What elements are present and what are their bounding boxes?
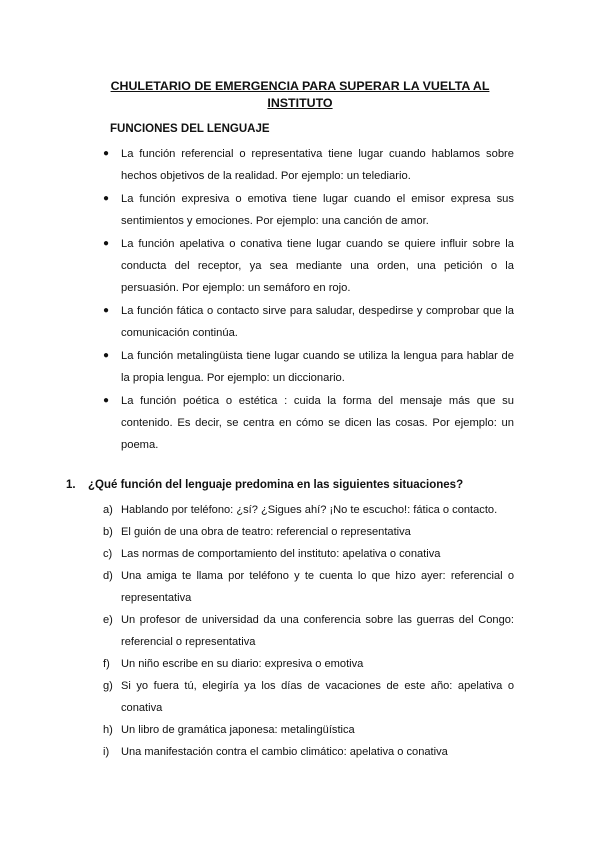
document-title: CHULETARIO DE EMERGENCIA PARA SUPERAR LA VUELTA AL INSTITUTO xyxy=(110,79,490,110)
functions-list xyxy=(0,143,600,457)
answer-letter: b) xyxy=(103,526,113,538)
bullet-icon: ● xyxy=(103,305,110,316)
list-item xyxy=(0,143,600,187)
answer-item xyxy=(0,499,600,521)
answer-item xyxy=(0,741,600,763)
list-item-text: La función fática o contacto sirve para saludar, despedirse y comprobar que la comunicación continúa. xyxy=(121,305,514,339)
bullet-icon: ● xyxy=(103,395,110,406)
answer-text: Las normas de comportamiento del instituto: apelativa o conativa xyxy=(121,548,441,560)
list-item-text: La función apelativa o conativa tiene lugar cuando se quiere influir sobre la conducta del receptor, ya sea mediante una orden, una petición o la persuasión. Por ejemplo: un semáforo en rojo. xyxy=(121,238,514,294)
list-item xyxy=(0,233,600,299)
answer-item xyxy=(0,521,600,543)
answer-item xyxy=(0,543,600,565)
answer-text: Una amiga te llama por teléfono y te cuenta lo que hizo ayer: referencial o representativa xyxy=(121,570,514,604)
answer-text: Hablando por teléfono: ¿sí? ¿Sigues ahí? ¡No te escucho!: fática o contacto. xyxy=(121,504,498,516)
answer-text: Un profesor de universidad da una conferencia sobre las guerras del Congo: referencial o representativa xyxy=(121,614,514,648)
answer-text: Si yo fuera tú, elegiría ya los días de vacaciones de este año: apelativa o conativa xyxy=(121,680,514,714)
bullet-icon: ● xyxy=(103,350,110,361)
answer-item xyxy=(0,565,600,609)
list-item xyxy=(0,345,600,389)
list-item-text: La función referencial o representativa tiene lugar cuando hablamos sobre hechos objetivos de la realidad. Por ejemplo: un telediario. xyxy=(121,148,514,182)
answers-list xyxy=(0,499,600,763)
question-number: 1. xyxy=(66,479,76,491)
answer-item xyxy=(0,675,600,719)
answer-item xyxy=(0,609,600,653)
answer-letter: g) xyxy=(103,680,113,692)
answer-letter: h) xyxy=(103,724,113,736)
answer-letter: e) xyxy=(103,614,113,626)
answer-item xyxy=(0,719,600,741)
question-text: ¿Qué función del lenguaje predomina en las siguientes situaciones? xyxy=(88,479,464,491)
list-item-text: La función metalingüista tiene lugar cuando se utiliza la lengua para hablar de la propia lengua. Por ejemplo: un diccionario. xyxy=(121,350,514,384)
answer-letter: a) xyxy=(103,504,113,516)
answer-letter: f) xyxy=(103,658,110,670)
list-item xyxy=(0,300,600,344)
bullet-icon: ● xyxy=(103,238,110,249)
list-item-text: La función poética o estética : cuida la forma del mensaje más que su contenido. Es decir, se centra en cómo se dicen las cosas. Por ejemplo: un poema. xyxy=(121,395,514,451)
bullet-icon: ● xyxy=(103,193,110,204)
answer-text: Un libro de gramática japonesa: metalingüística xyxy=(121,724,355,736)
list-item xyxy=(0,390,600,456)
answer-text: Una manifestación contra el cambio climático: apelativa o conativa xyxy=(121,746,448,758)
answer-text: Un niño escribe en su diario: expresiva o emotiva xyxy=(121,658,364,670)
bullet-icon: ● xyxy=(103,148,110,159)
answer-item xyxy=(0,653,600,675)
section-heading: FUNCIONES DEL LENGUAJE xyxy=(110,123,270,135)
answer-letter: i) xyxy=(103,746,110,758)
list-item-text: La función expresiva o emotiva tiene lugar cuando el emisor expresa sus sentimientos y emociones. Por ejemplo: una canción de amor. xyxy=(121,193,514,227)
answer-letter: d) xyxy=(103,570,113,582)
answer-text: El guión de una obra de teatro: referencial o representativa xyxy=(121,526,411,538)
list-item xyxy=(0,188,600,232)
answer-letter: c) xyxy=(103,548,113,560)
